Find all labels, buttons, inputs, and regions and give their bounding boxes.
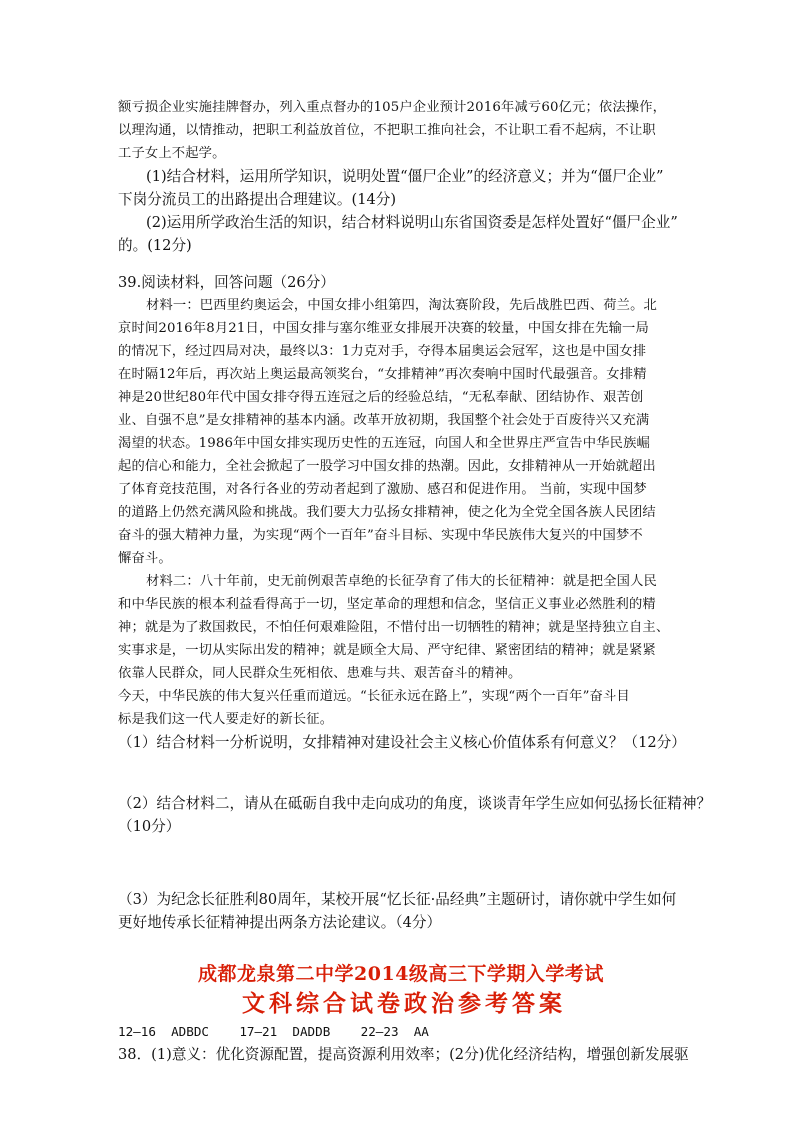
material-line: 渴望的状态。1986年中国女排实现历史性的五连冠，向国人和全世界庄严宣告中华民族崛 (118, 436, 650, 451)
material-line: 今天，中华民族的伟大复兴任重而道远。“长征永远在路上”，实现“两个一百年”奋斗目 (118, 689, 630, 704)
q39-sub2-line1: （2）结合材料二，请从在砥砺自我中走向成功的角度，谈谈青年学生应如何弘扬长征精神？ (118, 795, 712, 812)
material-line: 神；就是为了救国救民，不怕任何艰难险阻，不惜付出一切牺牲的精神；就是坚持独立自主、 (118, 620, 670, 635)
intro-line: 以理沟通，以情推动，把职工利益放首位，不把职工推向社会，不让职工看不起病，不让职 (118, 123, 656, 138)
material-line: 业、自强不息”是女排精神的基本内涵。改革开放初期，我国整个社会处于百废待兴又充满 (118, 413, 650, 428)
material-line: 依靠人民群众，同人民群众生死相依、患难与共、艰苦奋斗的精神。 (118, 666, 522, 681)
material-line: 和中华民族的根本利益看得高于一切，坚定革命的理想和信念，坚信正义事业必然胜利的精 (118, 597, 656, 612)
material-1 (118, 294, 684, 570)
q38-sub1-line2: 下岗分流员工的出路提出合理建议。(14分) (118, 191, 397, 208)
q38-sub2-line2: 的。(12分) (118, 237, 192, 254)
material-line: 材料一：巴西里约奥运会，中国女排小组第四，淘汰赛阶段，先后战胜巴西、荷兰。北 (146, 298, 657, 313)
question-38-subquestions (118, 165, 684, 257)
material-line: 的情况下，经过四局对决，最终以3：1力克对手，夺得本届奥运会冠军，这也是中国女排 (118, 344, 647, 359)
q39-sub3-line1: （3）为纪念长征胜利80周年，某校开展“忆长征·品经典”主题研讨，请你就中学生如何 (118, 891, 677, 908)
material-line: 懈奋斗。 (118, 551, 172, 566)
q39-sub2-line2: （10分） (118, 818, 181, 835)
material-line: 标是我们这一代人要走好的新长征。 (118, 712, 334, 727)
intro-paragraph (118, 96, 684, 165)
answer-key-title: 成都龙泉第二中学2014级高三下学期入学考试 (198, 963, 604, 985)
q39-sub1: （1）结合材料一分析说明，女排精神对建设社会主义核心价值体系有何意义？（12分） (118, 734, 686, 751)
intro-line: 工子女上不起学。 (118, 146, 226, 161)
material-line: 材料二：八十年前，史无前例艰苦卓绝的长征孕育了伟大的长征精神：就是把全国人民 (146, 574, 657, 589)
material-line: 起的信心和能力，全社会掀起了一股学习中国女排的热潮。因此，女排精神从一开始就超出 (118, 459, 656, 474)
q38-sub2-line1: (2)运用所学政治生活的知识，结合材料说明山东省国资委是怎样处置好“僵尸企业” (146, 214, 678, 231)
page-content (118, 96, 712, 1066)
q39-heading: 39.阅读材料，回答问题（26分） (118, 274, 335, 291)
question-39 (118, 271, 712, 934)
material-line: 在时隔12年后，再次站上奥运最高领奖台，“女排精神”再次奏响中国时代最强音。女排精 (118, 367, 647, 382)
material-line: 了体育竞技范围，对各行各业的劳动者起到了激励、感召和促进作用。 当前，实现中国梦 (118, 482, 647, 497)
material-line: 奋斗的强大精神力量，为实现“两个一百年”奋斗目标、实现中华民族伟大复兴的中国梦不 (118, 528, 643, 543)
q38-sub1-line1: (1)结合材料，运用所学知识，说明处置“僵尸企业”的经济意义；并为“僵尸企业” (146, 168, 664, 185)
intro-line: 额亏损企业实施挂牌督办，列入重点督办的105户企业预计2016年减亏60亿元；依法操作， (118, 100, 667, 115)
material-line: 实事求是，一切从实际出发的精神；就是顾全大局、严守纪律、紧密团结的精神；就是紧紧 (118, 643, 656, 658)
material-line: 的道路上仍然充满风险和挑战。我们要大力弘扬女排精神，使之化为全党全国各族人民团结 (118, 505, 656, 520)
answer-key-subtitle: 文科综合试卷政治参考答案 (242, 990, 566, 1017)
answer-38-line: 38．(1)意义：优化资源配置，提高资源利用效率；(2分)优化经济结构，增强创新发展驱 (118, 1046, 689, 1063)
choice-answers: 12—16 ADBDC 17—21 DADDB 22—23 AA (118, 1024, 429, 1039)
material-line: 神是20世纪80年代中国女排夺得五连冠之后的经验总结，“无私奉献、团结协作、艰苦创 (118, 390, 644, 405)
material-2 (118, 570, 684, 731)
q39-sub3-line2: 更好地传承长征精神提出两条方法论建议。（4分） (118, 914, 442, 931)
material-line: 京时间2016年8月21日，中国女排与塞尔维亚女排展开决赛的较量，中国女排在先输一局 (118, 321, 649, 336)
